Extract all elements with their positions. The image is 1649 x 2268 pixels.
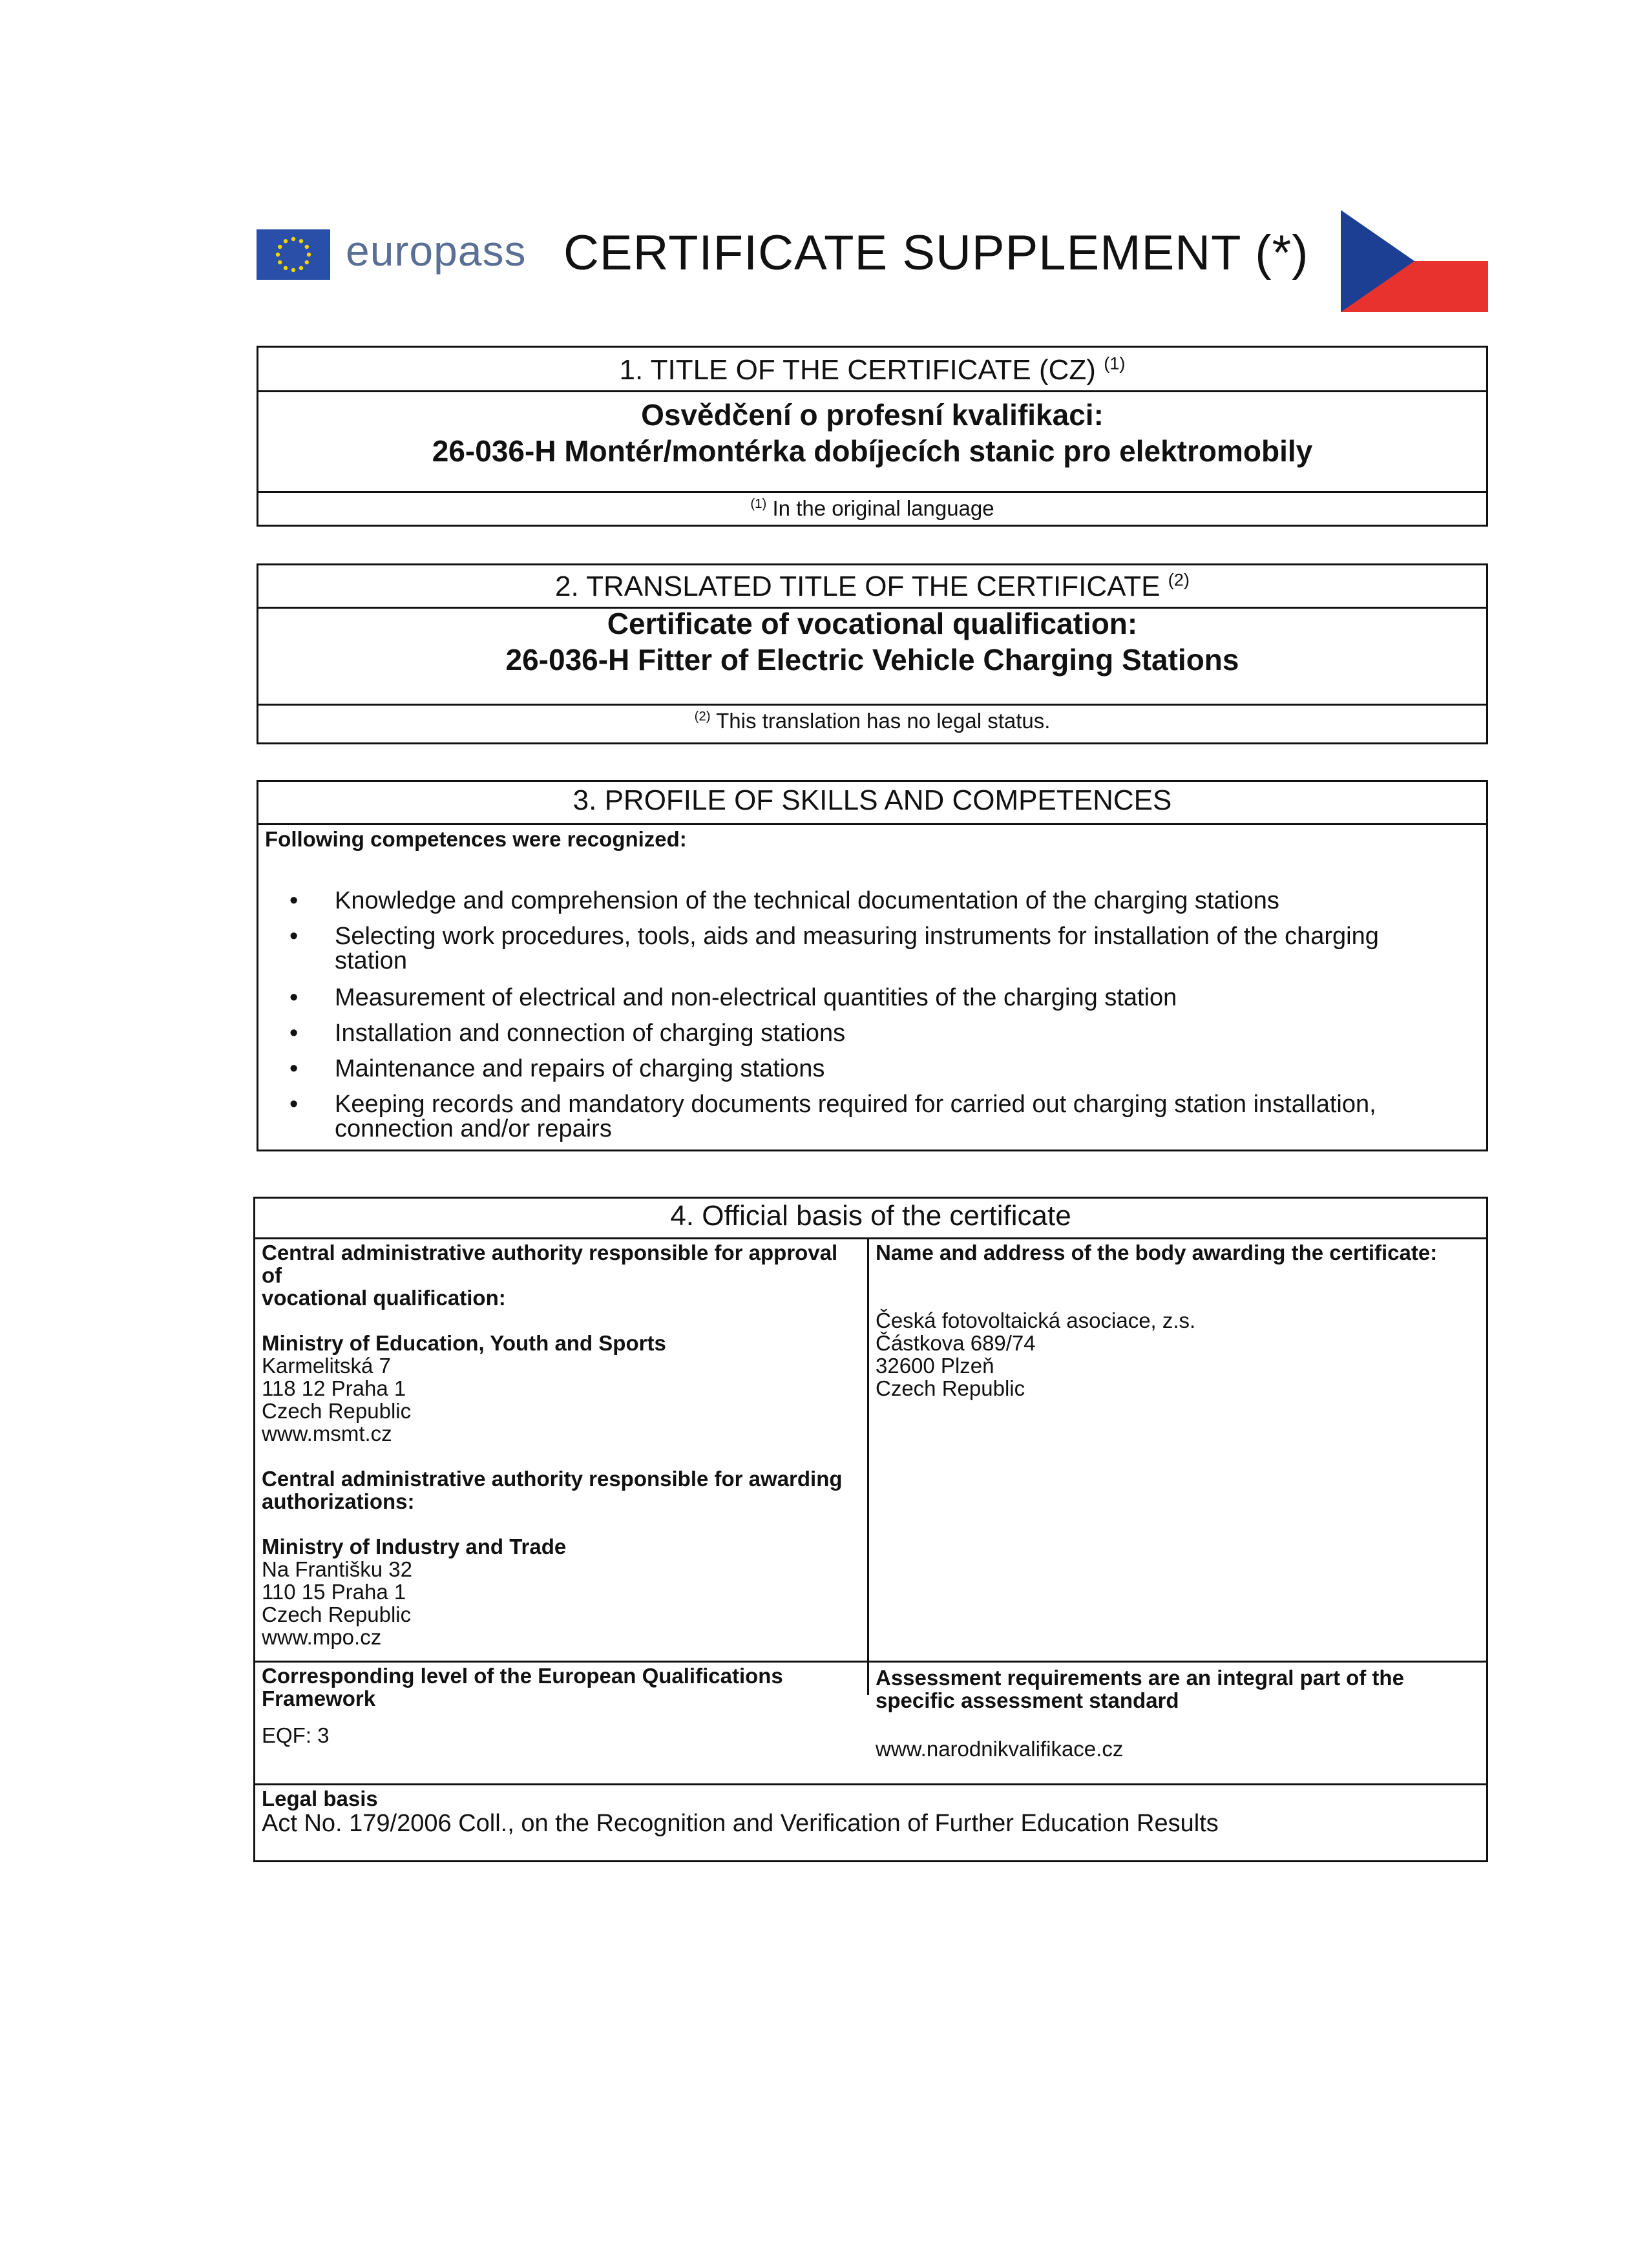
bullet-icon: • bbox=[289, 923, 299, 950]
original-title: Osvědčení o profesní kvalifikaci: 26-036-H Montér/montérka dobíjecích stanic pro elektromobily bbox=[432, 398, 1313, 468]
footnote: $^{(2)}$ This translation has no legal status. bbox=[694, 709, 1051, 733]
eu-star-icon bbox=[284, 266, 288, 270]
translated-title: Certificate of vocational qualification: 26-036-H Fitter of Electric Vehicle Charging Stations bbox=[505, 607, 1239, 677]
eu-flag-icon bbox=[257, 229, 330, 280]
bullet-icon: • bbox=[289, 1020, 299, 1047]
approval-org: Ministry of Education, Youth and Sports bbox=[262, 1331, 666, 1355]
assessment-requirements: Assessment requirements are an integral part of the specific assessment standard www.narodnikvalifikace.cz bbox=[869, 1663, 1486, 1764]
eu-star-icon bbox=[305, 260, 309, 264]
czech-flag-icon bbox=[1341, 210, 1488, 312]
section-official-basis bbox=[253, 1197, 1488, 1862]
section-heading: 4. Official basis of the certificate bbox=[670, 1200, 1071, 1232]
eqf-level: Corresponding level of the European Qualifications Framework EQF: 3 bbox=[255, 1661, 867, 1750]
eqf-value: EQF: 3 bbox=[262, 1723, 330, 1747]
europass-logo-text: europass bbox=[346, 227, 527, 275]
section-heading: 2. TRANSLATED TITLE OF THE CERTIFICATE $^{(2)}$ bbox=[555, 569, 1190, 602]
section-original-title bbox=[257, 346, 1488, 527]
bullet-icon: • bbox=[289, 887, 299, 914]
assessment-url: www.narodnikvalifikace.cz bbox=[876, 1737, 1124, 1761]
auth-org: Ministry of Industry and Trade bbox=[262, 1535, 567, 1559]
eu-star-icon bbox=[276, 253, 280, 257]
eu-star-icon bbox=[284, 239, 288, 243]
eu-star-icon bbox=[291, 237, 295, 241]
eu-star-icon bbox=[307, 253, 311, 257]
bullet-icon: • bbox=[289, 1091, 299, 1118]
footnote: $^{(1)}$ In the original language bbox=[750, 496, 994, 520]
bullet-icon: • bbox=[289, 984, 299, 1011]
approval-authority: Central administrative authority responsible for approval of vocational qualification: Ministry of Education, Youth and Sports Karmelitská 7 118 12 Praha 1 Czech Republic www.msmt.cz Central administrative authority responsible for awarding authorizations: Ministry of Industry and Trade Na Františku 32 110 15 Praha 1 Czech Republic www.mpo.cz bbox=[255, 1237, 867, 1652]
section-heading: 3. PROFILE OF SKILLS AND COMPETENCES bbox=[572, 784, 1172, 816]
awarding-body: Name and address of the body awarding the certificate: Česká fotovoltaická asociace, z.s. Částkova 689/74 32600 Plzeň Czech Republic bbox=[876, 1241, 1438, 1400]
section-translated-title bbox=[257, 563, 1488, 744]
eu-star-icon bbox=[305, 245, 309, 249]
eu-star-icon bbox=[278, 245, 282, 249]
eu-star-icon bbox=[299, 239, 303, 243]
section-heading: 1. TITLE OF THE CERTIFICATE (CZ) $^{(1)}$ bbox=[619, 353, 1126, 386]
skills-intro: Following competences were recognized: bbox=[265, 827, 687, 851]
legal-text: Act No. 179/2006 Coll., on the Recognition and Verification of Further Education Results bbox=[262, 1810, 1219, 1837]
bullet-icon: • bbox=[289, 1055, 299, 1082]
legal-basis: Legal basis Act No. 179/2006 Coll., on the Recognition and Verification of Further Education Results bbox=[255, 1783, 1486, 1841]
document-title: CERTIFICATE SUPPLEMENT (*) bbox=[563, 226, 1309, 280]
section-skills: 3. PROFILE OF SKILLS AND COMPETENCES Following competences were recognized: • Knowledge and comprehension of the technical documentation of the charging stations • Selecting work procedures, tools, aids and measuring instruments for installation of the charging station • Measurement of electrical and non-electrical quantities of the charging station • Installation and connection of charging stations • Maintenance and repairs of charging stations • Keeping records and mandatory documents required for carried out charging station installation, connection and/or repairs bbox=[257, 780, 1488, 1151]
eu-star-icon bbox=[299, 266, 303, 270]
eu-star-icon bbox=[278, 260, 282, 264]
eu-star-icon bbox=[291, 268, 295, 272]
